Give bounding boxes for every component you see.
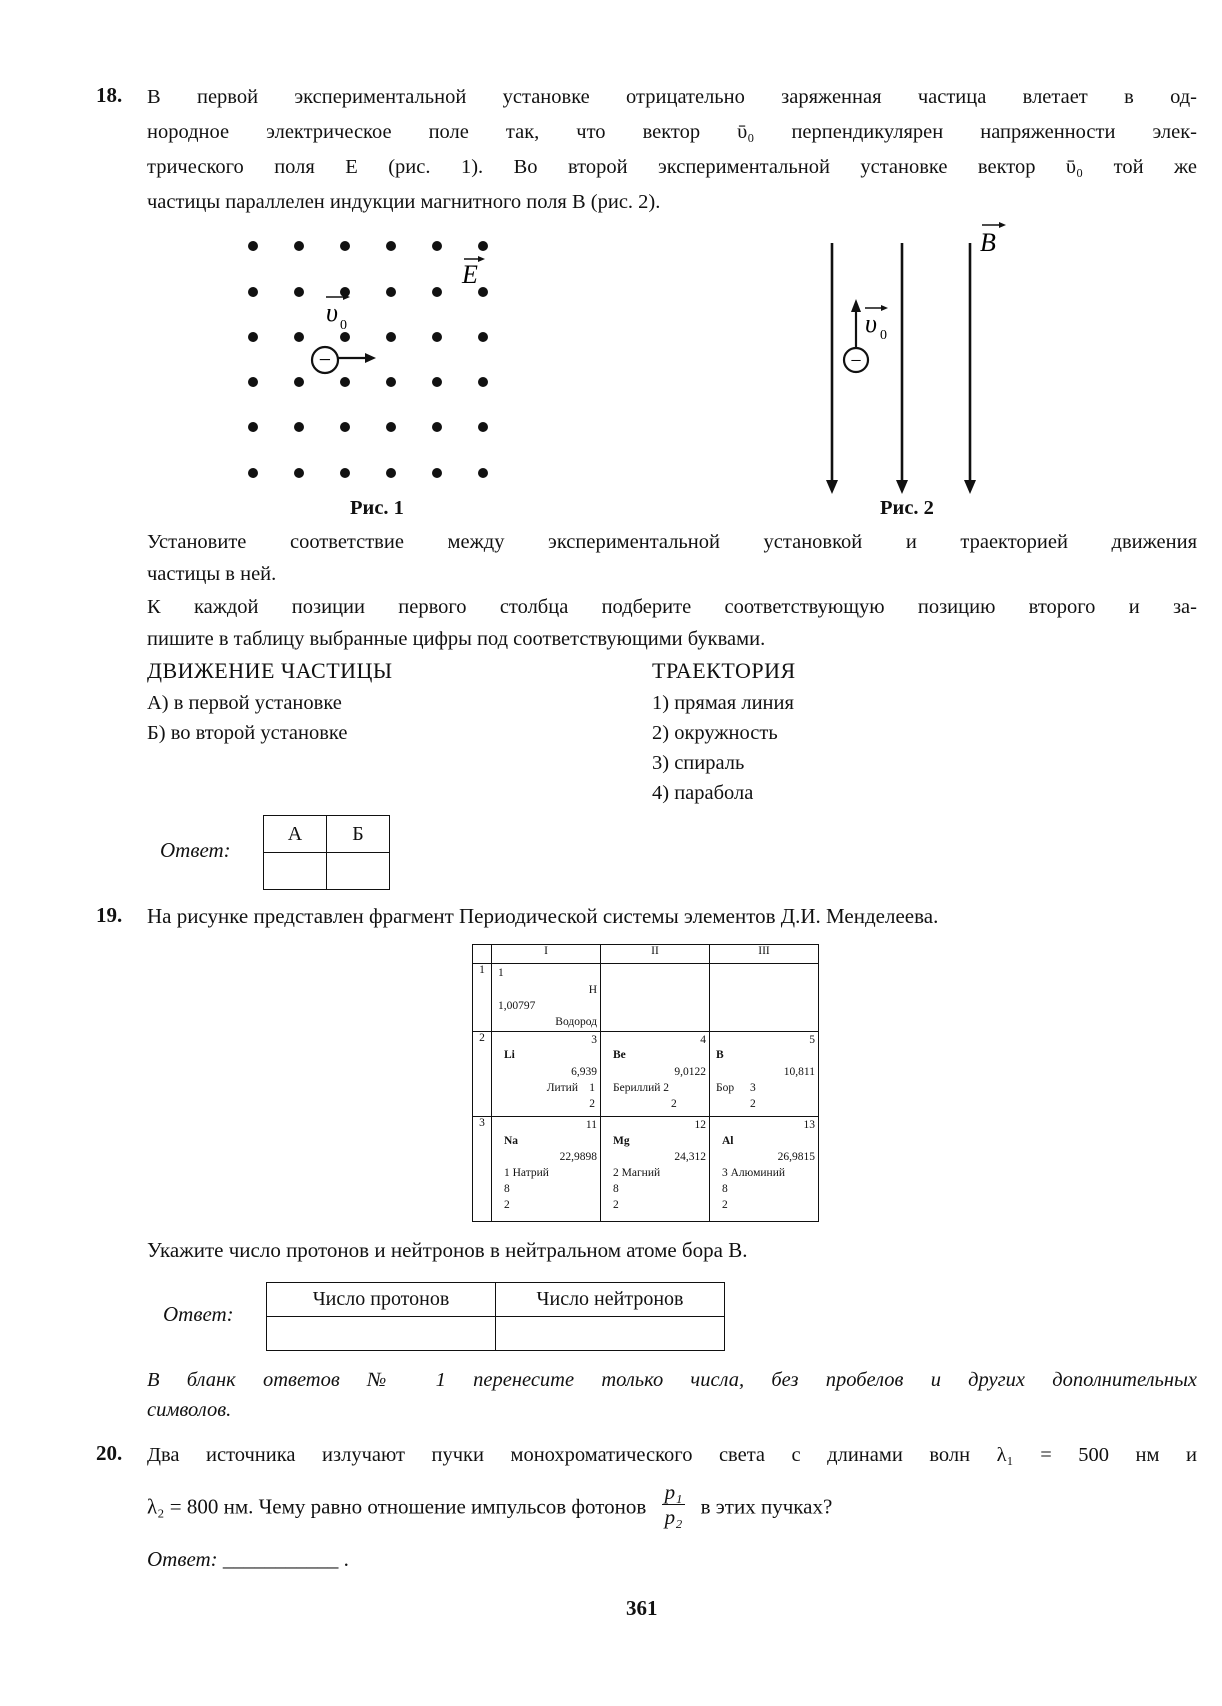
b-label: B [980, 228, 996, 257]
q18-line: В первой экспериментальной установке отрицательно заряженная частица влетает в од- [147, 86, 1197, 108]
q18-instructions [147, 525, 1197, 653]
element-na: 11 Na 22,9898 1 Натрий 8 2 [492, 1117, 601, 1222]
instr-line: К каждой позиции первого столбца подберите соответствующую позицию второго и за- [147, 596, 1197, 618]
q20-number: 20. [96, 1441, 123, 1465]
left-column [147, 688, 347, 748]
figure-2 [820, 215, 1020, 495]
q19-answer-table [266, 1282, 725, 1351]
page-number: 361 [626, 1596, 658, 1620]
q18-number: 18. [96, 83, 123, 107]
answer-header-neutrons: Число нейтронов [496, 1283, 725, 1317]
group-header: I [492, 945, 601, 964]
frac-denominator: p₂ [664, 1505, 683, 1529]
answer-header-b: Б [327, 816, 390, 853]
q18-line: частицы параллелен индукции магнитного поля B (рис. 2). [147, 191, 661, 213]
q20-answer-blank[interactable]: ___________ [222, 1547, 339, 1571]
q20-answer [147, 1547, 349, 1572]
right-item: 2) окружность [652, 722, 778, 744]
q19-note [147, 1364, 1197, 1424]
note-line: В бланк ответов № 1 перенесите только числа, без пробелов и других дополнительных [147, 1369, 1197, 1391]
answer-cell-b[interactable] [327, 853, 390, 890]
right-column-header: ТРАЕКТОРИЯ [652, 658, 796, 683]
right-item: 3) спираль [652, 752, 745, 774]
fig1-caption: Рис. 1 [350, 497, 404, 519]
answer-cell-a[interactable] [264, 853, 327, 890]
left-item: Б) во второй установке [147, 722, 348, 744]
charge-sign: − [850, 350, 862, 372]
q18-text [147, 80, 1197, 220]
instr-line: Установите соответствие между экспериментальной установкой и траекторией движения [147, 531, 1197, 553]
answer-header-protons: Число протонов [267, 1283, 496, 1317]
period-label: 1 [473, 964, 492, 1032]
answer-header-a: А [264, 816, 327, 853]
q20-answer-label: Ответ: [147, 1547, 218, 1571]
left-item: А) в первой установке [147, 692, 342, 714]
fig2-caption: Рис. 2 [880, 497, 934, 519]
q18-answer-table [263, 815, 390, 890]
element-mg: 12 Mg 24,312 2 Магний 8 2 [601, 1117, 710, 1222]
q19-number: 19. [96, 903, 123, 927]
momentum-ratio [662, 1480, 686, 1529]
charge-sign: − [318, 347, 332, 372]
element-be: 4 Be 9,0122 Бериллий 2 2 [601, 1032, 710, 1117]
answer-cell-neutrons[interactable] [496, 1317, 725, 1351]
period-label: 2 [473, 1032, 492, 1117]
q18-line: трического поля E (рис. 1). Во второй экспериментальной установке вектор ῡ₀ той же [147, 156, 1197, 178]
answer-cell-protons[interactable] [267, 1317, 496, 1351]
instr-line: пишите в таблицу выбранные цифры под соответствующими буквами. [147, 628, 766, 650]
group-header: III [710, 945, 819, 964]
e-label: E [462, 260, 478, 289]
v-label: υ [326, 298, 338, 327]
q20-answer-end: . [343, 1547, 349, 1571]
velocity-arrowhead [365, 353, 376, 363]
q20-line2-text: λ₂ = 800 нм. Чему равно отношение импульсов фотонов [147, 1494, 647, 1519]
element-al: 13 Al 26,9815 3 Алюминий 8 2 [710, 1117, 819, 1222]
note-line: символов. [147, 1399, 232, 1421]
figure-1 [230, 225, 530, 495]
v-label: υ [865, 309, 877, 338]
q18-line: нородное электрическое поле так, что вектор ῡ₀ перпендикулярен напряженности элек- [147, 121, 1197, 143]
q20-line2-end: в этих пучках? [700, 1494, 833, 1519]
q20-line1: Два источника излучают пучки монохроматического света с длинами волн λ₁ = 500 нм и [147, 1444, 1197, 1466]
q19-text: На рисунке представлен фрагмент Периодической системы элементов Д.И. Менделеева. [147, 904, 939, 928]
period-label: 3 [473, 1117, 492, 1222]
frac-numerator: p₁ [662, 1480, 686, 1505]
left-column-header: ДВИЖЕНИЕ ЧАСТИЦЫ [147, 658, 393, 683]
instr-line: частицы в ней. [147, 563, 277, 585]
periodic-table [472, 944, 819, 1222]
right-item: 1) прямая линия [652, 692, 794, 714]
element-li: 3 Li 6,939 Литий 1 2 [492, 1032, 601, 1117]
element-b: 5 B 10,811 Бор 3 2 [710, 1032, 819, 1117]
element-h: 1 H 1,00797 Водород [492, 964, 601, 1032]
velocity-arrowhead [851, 299, 861, 312]
group-header: II [601, 945, 710, 964]
q19-answer-label: Ответ: [163, 1302, 234, 1326]
right-column [652, 688, 794, 808]
q18-answer-label: Ответ: [160, 838, 231, 862]
q19-question: Укажите число протонов и нейтронов в нейтральном атоме бора B. [147, 1238, 748, 1262]
v-subscript: 0 [340, 318, 347, 333]
q20-line2 [147, 1480, 833, 1533]
v-subscript: 0 [880, 328, 887, 343]
right-item: 4) парабола [652, 782, 754, 804]
